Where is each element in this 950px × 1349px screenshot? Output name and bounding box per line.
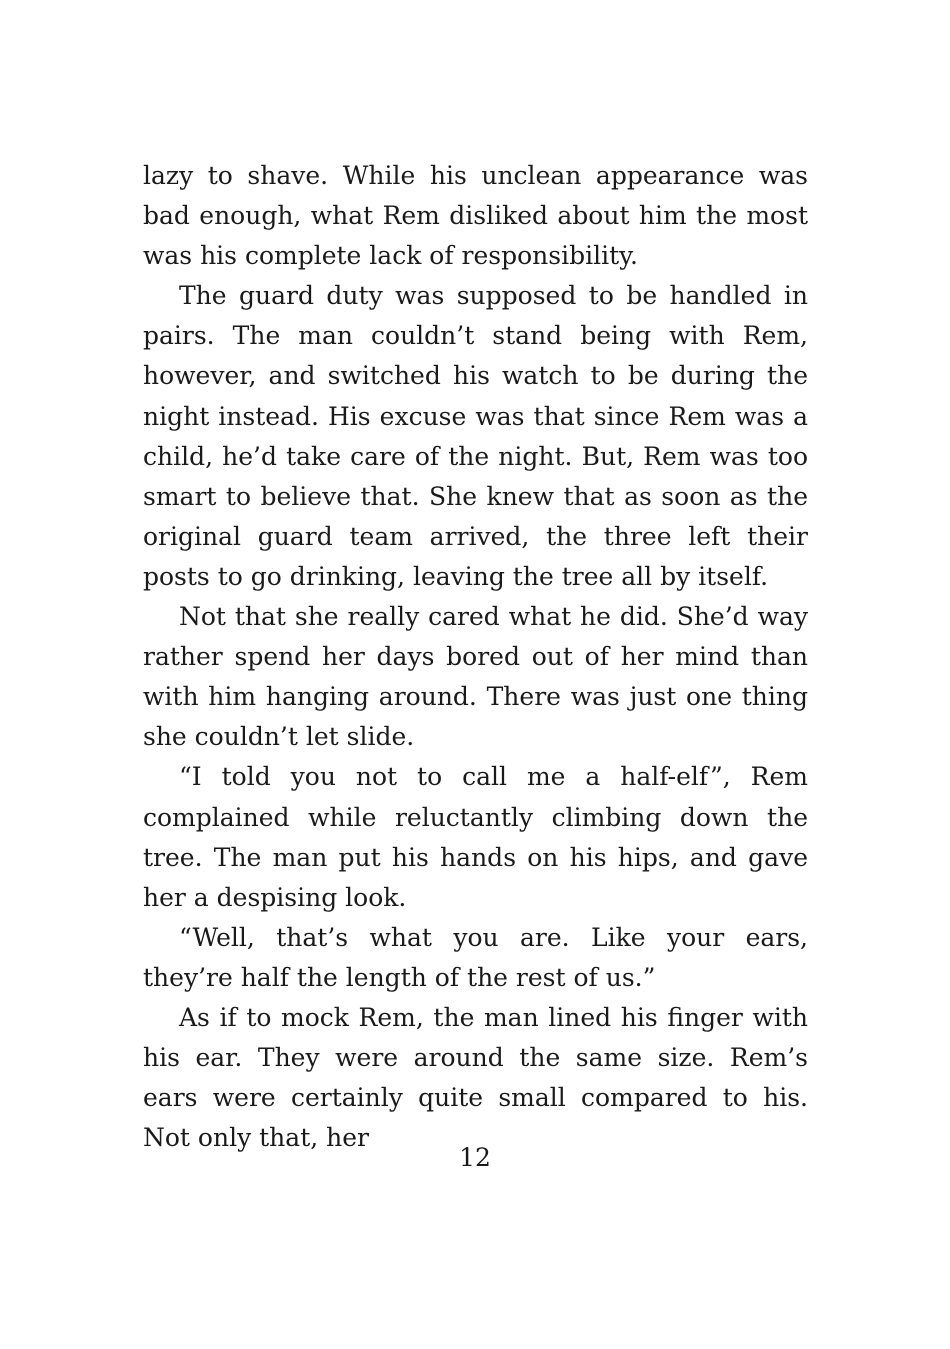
page-number: 12 — [459, 1143, 491, 1172]
paragraph-5: “Well, that’s what you are. Like your ears, they’re half the length of the rest of us.” — [143, 922, 808, 992]
paragraph-2: The guard duty was supposed to be handled in pairs. The man couldn’t stand being with Rem, however, and switched his watch to be during the night instead. His excuse was that since Rem was a child, he’d take care of the night. But, Rem was too smart to believe that. She knew that as soon as the original guard team arrived, the three left their posts to go drinking, leaving the tree all by itself. — [143, 281, 808, 591]
paragraph-1: lazy to shave. While his unclean appearance was bad enough, what Rem disliked about him the most was his complete lack of responsibility. — [143, 161, 808, 271]
body-text — [143, 156, 808, 1158]
paragraph-4: “I told you not to call me a half-elf”, Rem complained while reluctantly climbing down the tree. The man put his hands on his hips, and gave her a despising look. — [143, 762, 808, 912]
paragraph-3: Not that she really cared what he did. She’d way rather spend her days bored out of her mind than with him hanging around. There was just one thing she couldn’t let slide. — [143, 602, 808, 752]
paragraph-6: As if to mock Rem, the man lined his finger with his ear. They were around the same size. Rem’s ears were certainly quite small compared to his. Not only that, her — [143, 1002, 808, 1153]
